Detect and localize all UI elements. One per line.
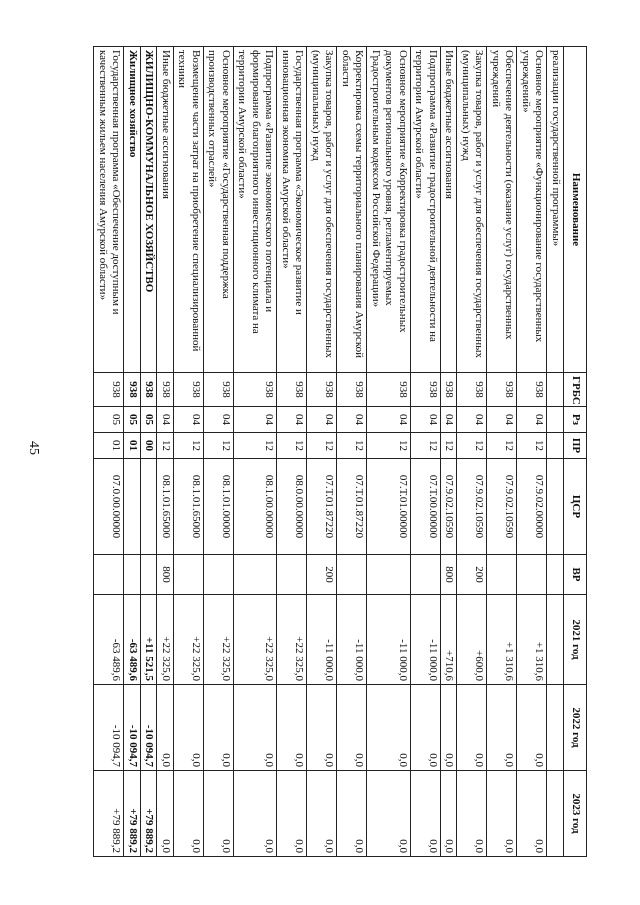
cell-name: Основное мероприятие «Государственная поддержка производственных отраслей» [204,47,234,373]
table-row [457,47,487,857]
cell-2022: 0,0 [174,685,204,771]
cell-rz: 04 [277,407,307,433]
cell-2022: -10 094,7 [94,685,124,771]
cell-2022: -10 094,7 [124,685,141,771]
cell-pr [547,433,564,459]
cell-2022: 0,0 [337,685,367,771]
cell-grbs: 938 [141,373,158,407]
table-row [174,47,204,857]
cell-pr: 12 [457,433,487,459]
cell-rz: 04 [411,407,441,433]
cell-name: Жилищное хозяйство [124,47,141,373]
cell-grbs: 938 [337,373,367,407]
cell-2022: 0,0 [517,685,547,771]
cell-vr [367,555,411,595]
table-row [411,47,441,857]
cell-name: Иные бюджетные ассигнования [441,47,458,373]
cell-rz: 04 [307,407,337,433]
cell-2023: 0,0 [204,771,234,857]
cell-vr [94,555,124,595]
cell-name: Возмещение части затрат на приобретение специализированной техники [174,47,204,373]
cell-2023: 0,0 [411,771,441,857]
cell-name: реализации государственной программы» [547,47,564,373]
cell-name: Закупка товаров, работ и услуг для обеспечения государственных (муниципальных) нужд [457,47,487,373]
cell-2023: 0,0 [367,771,411,857]
cell-csr: 08.1.01.65000 [157,459,174,555]
cell-name: Обеспечение деятельности (оказание услуг) государственных учреждений [487,47,517,373]
cell-vr [411,555,441,595]
cell-name: Закупка товаров, работ и услуг для обеспечения государственных (муниципальных) нужд [307,47,337,373]
cell-csr [547,459,564,555]
cell-2022: 0,0 [487,685,517,771]
cell-2023: 0,0 [487,771,517,857]
cell-2021 [547,595,564,685]
cell-pr: 12 [174,433,204,459]
cell-pr: 12 [411,433,441,459]
cell-pr: 12 [517,433,547,459]
cell-vr [487,555,517,595]
cell-grbs: 938 [277,373,307,407]
table-row [547,47,564,857]
cell-2022: 0,0 [457,685,487,771]
cell-vr: 800 [157,555,174,595]
cell-grbs: 938 [204,373,234,407]
cell-name: Подпрограмма «Развитие экономического потенциала и формирование благоприятного инвестиционного климата на территории Амурской области» [234,47,278,373]
cell-2021: +22 325,0 [204,595,234,685]
table-row [441,47,458,857]
cell-csr: 07.Т.01.00000 [367,459,411,555]
cell-pr: 12 [234,433,278,459]
cell-2021: +22 325,0 [277,595,307,685]
cell-name: Корректировка схемы территориального планирования Амурской области [337,47,367,373]
cell-rz: 04 [337,407,367,433]
header-grbs: ГРБС [564,373,587,407]
cell-vr: 800 [441,555,458,595]
header-rz: Рз [564,407,587,433]
cell-2023: 0,0 [174,771,204,857]
table-row [277,47,307,857]
cell-2021: +22 325,0 [174,595,204,685]
header-vr: ВР [564,555,587,595]
cell-2022: 0,0 [234,685,278,771]
cell-rz: 04 [457,407,487,433]
cell-vr [277,555,307,595]
cell-pr: 12 [337,433,367,459]
cell-2021: +1 310,6 [517,595,547,685]
cell-rz: 04 [487,407,517,433]
cell-2022: 0,0 [307,685,337,771]
cell-rz: 04 [367,407,411,433]
cell-2023: 0,0 [157,771,174,857]
cell-2021: +1 310,6 [487,595,517,685]
cell-2022: -10 094,7 [141,685,158,771]
cell-pr: 01 [124,433,141,459]
cell-csr: 07.9.02.10590 [487,459,517,555]
cell-2021: +22 325,0 [234,595,278,685]
cell-vr [141,555,158,595]
cell-2022: 0,0 [204,685,234,771]
cell-grbs [547,373,564,407]
cell-vr: 200 [457,555,487,595]
cell-csr: 08.0.00.00000 [277,459,307,555]
cell-pr: 00 [141,433,158,459]
cell-2021: +600,0 [457,595,487,685]
cell-vr [517,555,547,595]
cell-csr: 07.9.02.10590 [441,459,458,555]
cell-2023: +79 889,2 [141,771,158,857]
cell-vr [204,555,234,595]
cell-2021: -63 489,6 [124,595,141,685]
cell-rz: 05 [94,407,124,433]
cell-csr: 08.1.01.00000 [204,459,234,555]
cell-name: Иные бюджетные ассигнования [157,47,174,373]
cell-name: Основное мероприятие «Корректировка градостроительных документов регионального уровня, регламентируемых Градостроительным кодексом Российской Федерации» [367,47,411,373]
cell-2023: 0,0 [517,771,547,857]
cell-grbs: 938 [457,373,487,407]
cell-pr: 12 [367,433,411,459]
cell-2022 [547,685,564,771]
header-name: Наименование [564,47,587,373]
cell-grbs: 938 [517,373,547,407]
cell-2023: +79 889,2 [124,771,141,857]
cell-csr: 07.Т.01.87220 [337,459,367,555]
header-2021: 2021 год [564,595,587,685]
cell-rz: 04 [517,407,547,433]
cell-2021: +11 521,5 [141,595,158,685]
cell-csr: 07.Т.01.87220 [307,459,337,555]
cell-vr [547,555,564,595]
cell-rz: 04 [174,407,204,433]
cell-vr: 200 [307,555,337,595]
table-row [141,47,158,857]
cell-2023: 0,0 [441,771,458,857]
cell-2021: -11 000,0 [367,595,411,685]
cell-csr [141,459,158,555]
cell-csr: 07.9.02.10590 [457,459,487,555]
table-row [517,47,547,857]
cell-rz: 04 [441,407,458,433]
table-row [124,47,141,857]
cell-vr [337,555,367,595]
cell-grbs: 938 [157,373,174,407]
cell-2023: 0,0 [307,771,337,857]
cell-pr: 12 [157,433,174,459]
cell-pr: 12 [487,433,517,459]
cell-pr: 12 [204,433,234,459]
cell-grbs: 938 [441,373,458,407]
cell-name: ЖИЛИЩНО-КОММУНАЛЬНОЕ ХОЗЯЙСТВО [141,47,158,373]
table-row [367,47,411,857]
cell-name: Государственная программа «Обеспечение доступным и качественным жильем населения Амурской области» [94,47,124,373]
cell-2022: 0,0 [367,685,411,771]
cell-csr: 08.1.01.65000 [174,459,204,555]
table-row [487,47,517,857]
table-row [234,47,278,857]
cell-2023: 0,0 [457,771,487,857]
cell-rz: 04 [157,407,174,433]
page-number: 45 [26,441,41,455]
cell-grbs: 938 [174,373,204,407]
cell-pr: 01 [94,433,124,459]
table-row [94,47,124,857]
cell-grbs: 938 [411,373,441,407]
cell-vr [234,555,278,595]
cell-2021: -11 000,0 [337,595,367,685]
cell-csr: 07.0.00.00000 [94,459,124,555]
cell-name: Основное мероприятие «Функционирование государственных учреждений» [517,47,547,373]
cell-name: Государственная программа «Экономическое развитие и инновационная экономика Амурской области» [277,47,307,373]
cell-grbs: 938 [234,373,278,407]
cell-rz: 05 [141,407,158,433]
cell-grbs: 938 [487,373,517,407]
cell-rz [547,407,564,433]
cell-2021: -11 000,0 [307,595,337,685]
cell-pr: 12 [277,433,307,459]
cell-2021: -11 000,0 [411,595,441,685]
table-row [204,47,234,857]
cell-vr [124,555,141,595]
cell-csr [124,459,141,555]
header-pr: ПР [564,433,587,459]
table-row [337,47,367,857]
cell-pr: 12 [441,433,458,459]
cell-2021: +710,6 [441,595,458,685]
table-header-row [564,47,587,857]
cell-2023: +79 889,2 [94,771,124,857]
header-csr: ЦСР [564,459,587,555]
cell-csr: 07.Т.00.00000 [411,459,441,555]
cell-2022: 0,0 [441,685,458,771]
cell-2023: 0,0 [277,771,307,857]
cell-2021: +22 325,0 [157,595,174,685]
cell-rz: 05 [124,407,141,433]
cell-vr [174,555,204,595]
header-2023: 2023 год [564,771,587,857]
budget-table [94,46,588,857]
cell-2022: 0,0 [411,685,441,771]
cell-rz: 04 [204,407,234,433]
cell-2021: -63 489,6 [94,595,124,685]
cell-grbs: 938 [124,373,141,407]
header-2022: 2022 год [564,685,587,771]
cell-csr: 07.9.02.00000 [517,459,547,555]
cell-name: Подпрограмма «Развитие градостроительной деятельности на территории Амурской области» [411,47,441,373]
cell-csr: 08.1.00.00000 [234,459,278,555]
cell-2022: 0,0 [277,685,307,771]
cell-grbs: 938 [94,373,124,407]
table-row [307,47,337,857]
cell-grbs: 938 [367,373,411,407]
cell-2023: 0,0 [337,771,367,857]
cell-rz: 04 [234,407,278,433]
cell-pr: 12 [307,433,337,459]
cell-2023: 0,0 [234,771,278,857]
cell-grbs: 938 [307,373,337,407]
rotated-table-container [62,46,587,856]
table-row [157,47,174,857]
cell-2022: 0,0 [157,685,174,771]
cell-2023 [547,771,564,857]
